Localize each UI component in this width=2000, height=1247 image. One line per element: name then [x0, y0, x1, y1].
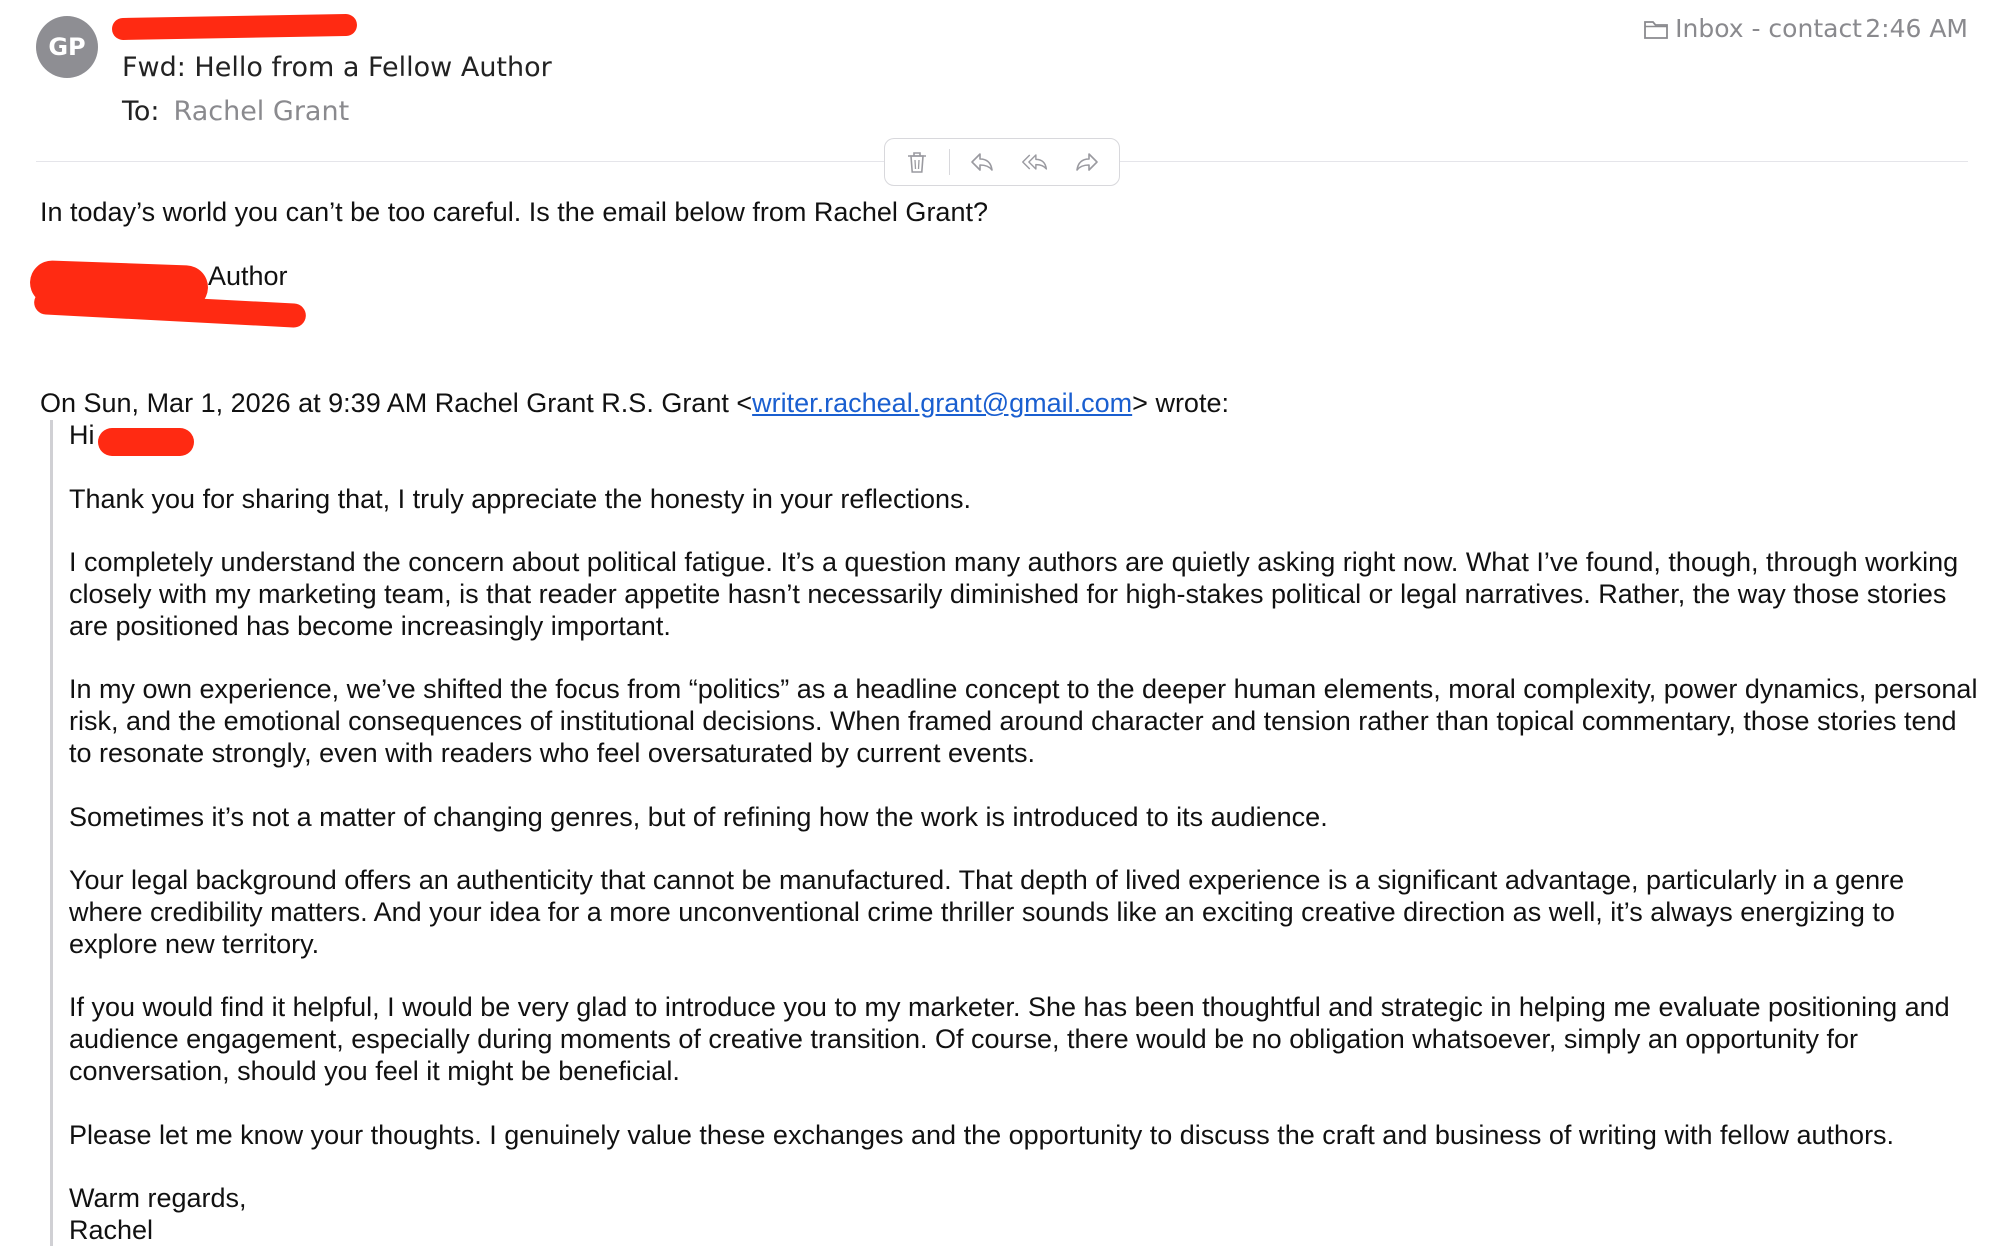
forward-note: In today’s world you can’t be too careful. Is the email below from Rachel Grant?	[40, 197, 988, 227]
received-time: 2:46 AM	[1865, 14, 1968, 43]
quote-attribution	[40, 388, 1229, 420]
folder-icon	[1643, 18, 1669, 40]
delete-button[interactable]	[897, 145, 937, 179]
sender-avatar: GP	[36, 16, 98, 78]
email-subject: Fwd: Hello from a Fellow Author	[122, 52, 552, 83]
quote-closing: Warm regards,	[69, 1183, 247, 1214]
quoted-message	[50, 420, 1983, 1246]
message-toolbar	[884, 138, 1120, 186]
forward-button[interactable]	[1067, 145, 1107, 179]
quote-paragraph: In my own experience, we’ve shifted the focus from “politics” as a headline concept to the deeper human elements, moral complexity, power dynamics, personal risk, and the emotional consequences of institutional decisions. When framed around character and tension rather than topical commentary, those stories tend to resonate strongly, even with readers who feel oversaturated by current events.	[69, 674, 1978, 768]
quote-greeting: Hi	[69, 420, 95, 450]
quote-paragraph: Your legal background offers an authenticity that cannot be manufactured. That depth of lived experience is a significant advantage, particularly in a genre where credibility matters. And your idea for a more unconventional crime thriller sounds like an exciting creative direction as well, it’s always energizing to explore new territory.	[69, 865, 1905, 959]
quote-paragraph: Please let me know your thoughts. I genuinely value these exchanges and the opportunity to discuss the craft and business of writing with fellow authors.	[69, 1119, 1895, 1150]
trash-icon	[903, 149, 931, 175]
to-label: To:	[122, 96, 160, 127]
quote-paragraph: I completely understand the concern about political fatigue. It’s a question many authors are quietly asking right now. What I’ve found, though, through working closely with my marketing team, is that reader appetite hasn’t necessarily diminished for high-stakes political or legal narratives. Rather, the way those stories are positioned has become increasingly important.	[69, 547, 1959, 641]
sender-email-link[interactable]: writer.racheal.grant@gmail.com	[752, 388, 1133, 418]
reply-icon	[968, 149, 996, 175]
sender-name-redaction	[112, 14, 357, 40]
attribution-suffix: > wrote:	[1132, 388, 1229, 418]
mailbox-name: Inbox - contact	[1675, 14, 1862, 43]
mailbox-indicator[interactable]	[1643, 14, 1862, 43]
reply-all-icon	[1021, 149, 1049, 175]
quote-paragraph: If you would find it helpful, I would be very glad to introduce you to my marketer. She has been thoughtful and strategic in helping me evaluate positioning and audience engagement, especially during moments of creative transition. Of course, there would be no obligation whatsoever, simply an opportunity for conversation, should you feel it might be beneficial.	[69, 992, 1950, 1086]
forward-icon	[1073, 149, 1101, 175]
quote-paragraph: Thank you for sharing that, I truly appreciate the honesty in your reflections.	[69, 483, 971, 514]
toolbar-separator	[949, 149, 950, 175]
reply-all-button[interactable]	[1015, 145, 1055, 179]
greeting-name-redaction	[98, 428, 194, 456]
recipient-row	[122, 96, 349, 127]
recipient-name[interactable]: Rachel Grant	[173, 96, 350, 127]
signature-fragment: Author	[208, 261, 288, 291]
quote-signoff-name: Rachel	[69, 1214, 154, 1245]
reply-button[interactable]	[962, 145, 1002, 179]
quote-paragraph: Sometimes it’s not a matter of changing genres, but of refining how the work is introduced to its audience.	[69, 801, 1328, 832]
attribution-prefix: On Sun, Mar 1, 2026 at 9:39 AM Rachel Grant R.S. Grant <	[40, 388, 753, 418]
